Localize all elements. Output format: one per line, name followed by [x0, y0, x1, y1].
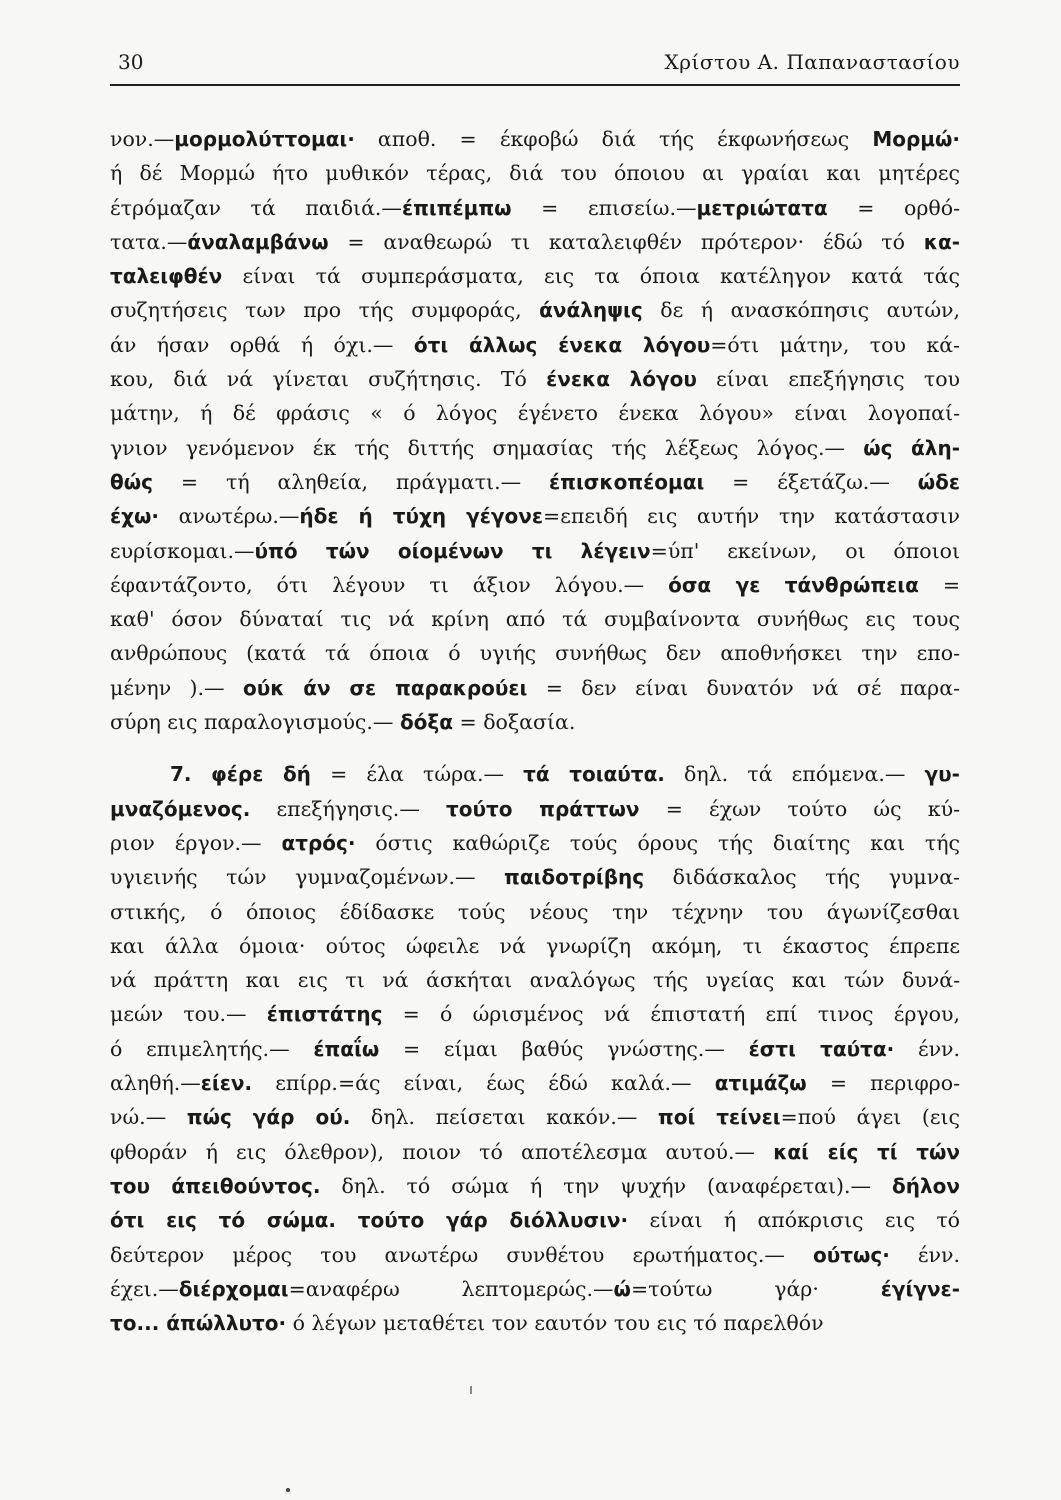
text-run: = περιφρο-	[806, 1071, 960, 1096]
text-run: στικής, ό όποιος έδίδασκε τούς νέους την τέχνην του άγωνίζεσθαι	[110, 899, 960, 924]
running-head: Χρίστου Α. Παπαναστασίου	[664, 50, 960, 74]
text-line	[110, 1032, 960, 1066]
text-run: νώ.—	[110, 1105, 187, 1130]
lemma: μετριώτατα	[696, 195, 828, 220]
lemma: θώς	[110, 469, 153, 494]
text-run: καθ' όσον δύναταί τις νά κρίνη από τά συμβαίνοντα συνήθως εις τους	[110, 607, 960, 632]
text-run: είναι ή απόκρισις εις τό	[628, 1208, 960, 1233]
lemma: δήλον	[892, 1173, 960, 1198]
text-line	[110, 259, 960, 293]
text-run: = δεν είναι δυνατόν νά σέ παρα-	[527, 675, 960, 700]
lemma: ότι εις τό σώμα. τούτο γάρ διόλλυσιν·	[110, 1208, 629, 1233]
text-run: = έχων τούτο ώς κύ-	[639, 796, 960, 821]
text-run: = έλα τώρα.—	[310, 762, 524, 787]
text-run: δηλ. τό σώμα ή την ψυχήν (αναφέρεται).—	[320, 1173, 892, 1198]
text-run: συζητήσεις των προ τής συμφοράς,	[110, 298, 540, 323]
lemma: γυ-	[924, 762, 960, 787]
text-run: = ό ώρισμένος νά έπιστατή επί τινος έργου,	[382, 1002, 960, 1027]
text-line	[110, 1135, 960, 1169]
text-line	[110, 1203, 960, 1237]
text-line	[110, 568, 960, 602]
text-run: φθοράν ή εις όλεθρον), ποιον τό αποτέλεσμα αυτού.—	[110, 1139, 774, 1164]
lemma: κα-	[923, 229, 960, 254]
text-run: είναι επεξήγησις του	[696, 367, 960, 392]
text-line	[110, 396, 960, 430]
text-run: γνιον γενόμενον έκ τής διττής σημασίας τής λέξεως λόγος.—	[110, 435, 864, 460]
text-run: =αναφέρω λεπτομερώς.—	[288, 1276, 614, 1301]
text-run: έτρόμαζαν τά παιδιά.—	[110, 195, 402, 220]
text-line	[110, 499, 960, 533]
lemma: παιδοτρίβης	[504, 865, 645, 890]
text-run: =	[918, 572, 960, 597]
text-line	[110, 122, 960, 156]
text-run: σύρη εις παραλογισμούς.—	[110, 710, 400, 735]
text-run: ανωτέρω.—	[159, 504, 300, 529]
text-line	[110, 1306, 960, 1340]
text-run: και άλλα όμοια· ούτος ώφειλε νά γνωρίζη ακόμη, τι έκαστος έπρεπε	[110, 933, 960, 958]
lemma: έστι ταύτα·	[748, 1036, 895, 1061]
text-run: = αναθεωρώ τι καταλειφθέν πρότερον· έδώ τό	[328, 229, 924, 254]
text-run: επεξήγησις.—	[250, 796, 446, 821]
text-run: κου, διά νά γίνεται συζήτησις. Τό	[110, 367, 547, 392]
text-line	[110, 362, 960, 396]
print-dot	[286, 1488, 290, 1492]
lemma: ούκ άν σε παρακρούει	[242, 675, 528, 700]
text-line	[110, 293, 960, 327]
text-run: ανθρώπους (κατά τά όποια ό υγιής συνήθως δεν αποθνήσκει την επο-	[110, 641, 960, 666]
text-line	[110, 1066, 960, 1100]
lemma: 7. φέρε δή	[170, 762, 311, 787]
lemma: ατρός·	[281, 830, 356, 855]
text-line	[110, 225, 960, 259]
lemma: ταλειφθέν	[110, 264, 223, 289]
text-run: έφαντάζοντο, ότι λέγουν τι άξιον λόγου.—	[110, 572, 669, 597]
text-line	[110, 465, 960, 499]
lemma: ώ	[613, 1276, 631, 1301]
text-run: νον.—	[110, 127, 175, 151]
lemma: ούτως·	[812, 1242, 890, 1267]
text-run: αποθ. = έκφοβώ διά τής έκφωνήσεως	[354, 127, 873, 151]
text-line	[110, 671, 960, 705]
text-line	[110, 895, 960, 929]
text-run: είναι τά συμπεράσματα, εις τα όποια κατέληγον κατά τάς	[222, 264, 960, 289]
text-line	[110, 1169, 960, 1203]
text-run: ένν.	[889, 1242, 960, 1267]
text-line	[110, 792, 960, 826]
lemma: έπιπέμπω	[401, 195, 512, 220]
lemma: του άπειθούντος.	[110, 1173, 321, 1198]
lemma: ώς άλη-	[863, 435, 960, 460]
page-header	[110, 50, 960, 84]
print-speck	[470, 1386, 472, 1394]
lemma: το... άπώλλυτο·	[110, 1311, 287, 1336]
text-run: ένν.	[894, 1036, 960, 1061]
text-run: ό λέγων μεταθέτει τον εαυτόν του εις τό παρελθόν	[286, 1311, 824, 1336]
text-run: τατα.—	[110, 229, 188, 254]
paragraph-1	[110, 122, 960, 739]
text-run: ευρίσκομαι.—	[110, 538, 255, 563]
paragraph-gap	[110, 739, 960, 757]
lemma: τά τοιαύτα.	[523, 762, 665, 787]
lemma: ποί τείνει	[657, 1105, 781, 1130]
text-line	[110, 826, 960, 860]
text-line	[110, 156, 960, 190]
lemma: τούτο πράττων	[446, 796, 640, 821]
lemma: έπαΐω	[313, 1036, 380, 1061]
lemma: διέρχομαι	[178, 1276, 289, 1301]
text-run: διδάσκαλος τής γυμνα-	[644, 865, 960, 890]
text-line	[110, 602, 960, 636]
paragraph-2	[110, 757, 960, 1340]
text-line	[110, 636, 960, 670]
lemma: άνάληψις	[539, 298, 643, 323]
lemma: έχω·	[110, 504, 160, 529]
text-line	[110, 1100, 960, 1134]
text-line	[110, 757, 960, 791]
lemma: έπιστάτης	[266, 1002, 383, 1027]
text-run: = είμαι βαθύς γνώστης.—	[379, 1036, 749, 1061]
lemma: ώδε	[917, 469, 960, 494]
text-line	[110, 191, 960, 225]
text-run: = τή αληθεία, πράγματι.—	[152, 469, 550, 494]
lemma: έγίγνε-	[880, 1276, 960, 1301]
lemma: είεν.	[200, 1071, 253, 1096]
text-run: υγιεινής τών γυμναζομένων.—	[110, 865, 504, 890]
header-rule	[110, 84, 960, 86]
text-run: νά πράττη και εις τι νά άσκήται αναλόγως τής υγείας και τών δυνά-	[110, 968, 960, 993]
text-run: = ορθό-	[827, 195, 960, 220]
text-run: μένην ).—	[110, 675, 243, 700]
text-line	[110, 997, 960, 1031]
text-line	[110, 963, 960, 997]
lemma: πώς γάρ ού.	[186, 1105, 351, 1130]
lemma: μναζόμενος.	[110, 796, 251, 821]
text-run: =επειδή εις αυτήν την κατάστασιν	[543, 504, 960, 529]
text-run: δηλ. τά επόμενα.—	[664, 762, 925, 787]
text-run: δε ή ανασκόπησις αυτών,	[642, 298, 960, 323]
text-run: δεύτερον μέρος του ανωτέρω συνθέτου ερωτήματος.—	[110, 1242, 813, 1267]
text-run: = επισείω.—	[511, 195, 697, 220]
lemma: ότι άλλως ένεκα λόγου	[413, 332, 711, 357]
lemma: έπισκοπέομαι	[549, 469, 705, 494]
lemma: μορμολύττομαι·	[174, 127, 355, 151]
text-run: = έξετάζω.—	[704, 469, 918, 494]
text-run: μάτην, ή δέ φράσις « ό λόγος έγένετο ένεκα λόγου» είναι λογοπαί-	[110, 401, 960, 426]
text-run: =ύπ' εκείνων, οι όποιοι	[650, 538, 960, 563]
text-run: ό επιμελητής.—	[110, 1036, 314, 1061]
lemma: Μορμώ·	[872, 127, 960, 151]
text-line	[110, 1272, 960, 1306]
text-line	[110, 431, 960, 465]
text-line	[110, 929, 960, 963]
text-run: έχει.—	[110, 1276, 179, 1301]
text-run: =ότι μάτην, του κά-	[710, 332, 960, 357]
lemma: καί είς τί τών	[773, 1139, 960, 1164]
text-run: ριον έργον.—	[110, 830, 282, 855]
text-run: μεών του.—	[110, 1002, 267, 1027]
lemma: ήδε ή τύχη γέγονε	[299, 504, 544, 529]
text-line	[110, 534, 960, 568]
lemma: όσα γε τάνθρώπεια	[668, 572, 919, 597]
text-run: δηλ. πείσεται κακόν.—	[350, 1105, 658, 1130]
lemma: ύπό τών οίομένων τι λέγειν	[254, 538, 651, 563]
text-run: =πού άγει (εις	[780, 1105, 960, 1130]
text-run: επίρρ.=άς είναι, έως έδώ καλά.—	[252, 1071, 715, 1096]
text-run: όστις καθώριζε τούς όρους τής διαίτης και τής	[355, 830, 960, 855]
text-run: άν ήσαν ορθά ή όχι.—	[110, 332, 414, 357]
text-line	[110, 1238, 960, 1272]
lemma: άναλαμβάνω	[187, 229, 329, 254]
text-line	[110, 860, 960, 894]
lemma: δόξα	[399, 710, 453, 735]
text-run: ή δέ Μορμώ ήτο μυθικόν τέρας, διά του όποιου αι γραίαι και μητέρες	[110, 161, 960, 186]
lemma: ένεκα λόγου	[546, 367, 697, 392]
text-line	[110, 705, 960, 739]
page-number: 30	[118, 50, 144, 74]
text-run: = δοξασία.	[452, 710, 576, 735]
lemma: ατιμάζω	[714, 1071, 807, 1096]
text-run: =τούτω γάρ·	[630, 1276, 881, 1301]
commentary-body	[110, 122, 960, 1340]
text-line	[110, 328, 960, 362]
text-run: αληθή.—	[110, 1071, 201, 1096]
